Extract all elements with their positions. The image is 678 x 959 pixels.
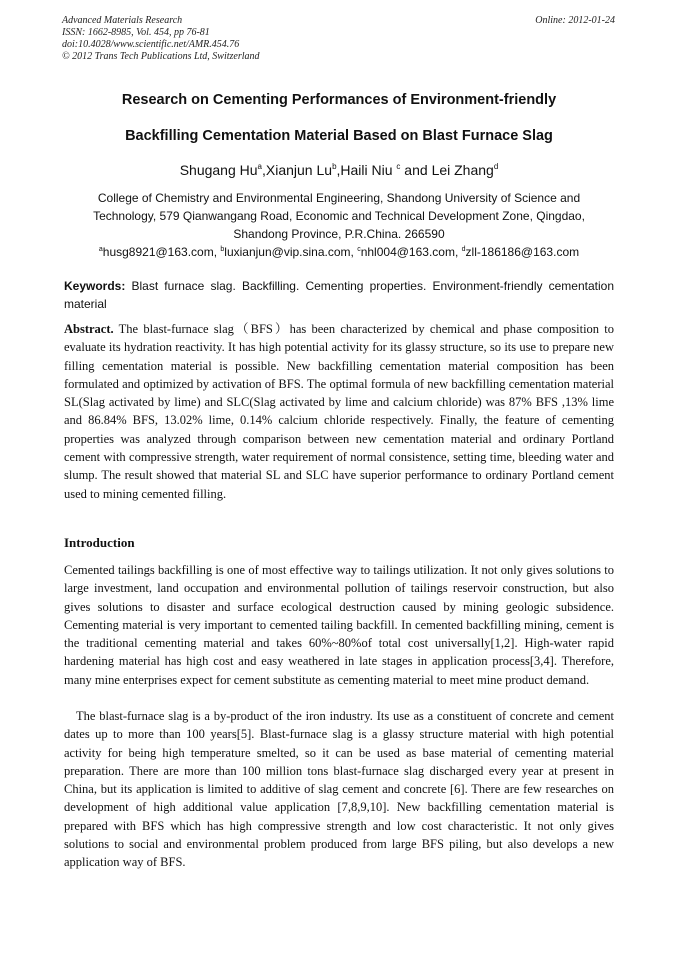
email-superscript: c <box>357 246 361 253</box>
affiliation-line-2: Technology, 579 Qianwangang Road, Economic and Technical Development Zone, Qingdao, <box>93 209 585 223</box>
email-superscript: a <box>98 246 103 253</box>
paper-title-line-2: Backfilling Cementation Material Based on Blast Furnace Slag <box>125 128 553 144</box>
online-date: Online: 2012-01-24 <box>535 15 615 26</box>
journal-name: Advanced Materials Research <box>62 15 183 26</box>
email-address: husg8921@163.com, <box>102 245 221 259</box>
author-separator: , <box>262 162 266 178</box>
issn-line: ISSN: 1662-8985, Vol. 454, pp 76-81 <box>62 27 210 38</box>
author-name: Xianjun Lu <box>265 162 333 178</box>
email-address: nhl004@163.com, <box>360 245 462 259</box>
author-superscript: a <box>257 162 262 171</box>
email-address: luxianjun@vip.sina.com, <box>224 245 358 259</box>
copyright-line: © 2012 Trans Tech Publications Ltd, Switzerland <box>62 51 260 62</box>
introduction-heading: Introduction <box>64 535 135 550</box>
email-address: zll-186186@163.com <box>465 245 580 259</box>
author-list <box>40 161 638 179</box>
publication-info <box>62 15 260 63</box>
author-name: Haili Niu <box>340 162 397 178</box>
abstract-block <box>64 320 614 503</box>
introduction-paragraph-1: Cemented tailings backfilling is one of most effective way to tailings utilization. It not only gives solutions to large investment, land occupation and environmental pollution of tailings reservoir construction, but also gives solutions to disaster and surface ecological destruction caused by mining geologic subsidence. Cementing material is very important to cemented tailing backfill. In cemented backfilling mining, cement is the traditional cementing material and takes 60%~80%of total cost universally[1,2]. High-water rapid hardening material has high cost and easy weathered in late stages in application process[3,4]. Therefore, many mine enterprises expect for cement substitute as cementing material to meet mine product demand. <box>64 563 614 687</box>
author-superscript: d <box>493 162 499 171</box>
author-separator: and <box>400 162 432 178</box>
abstract-label: Abstract. <box>64 322 114 336</box>
keywords-block <box>64 277 614 313</box>
introduction-paragraph-2: The blast-furnace slag is a by-product of the iron industry. Its use as a constituent of concrete and cement dates up to more than 100 years[5]. Blast-furnace slag is a glassy structure material with high potential activity for being high temperature smelted, so it can be used as base material of cementing material preparation. There are more than 100 million tons blast-furnace slag discharged every year at present in China, but its application is limited to additive of slag cement and concrete [6]. There are few researches on development of high additional value application [7,8,9,10]. New backfilling cementation material is prepared with BFS which has high compressive strength and low cost characteristic. It not only gives solutions to social and environmental problem produced from large BFS piling, but also develops a new application way of BFS. <box>64 709 614 870</box>
keywords-text: Blast furnace slag. Backfilling. Cementing properties. Environment-friendly cementation material <box>64 279 614 311</box>
affiliation-line-1: College of Chemistry and Environmental Engineering, Shandong University of Science and <box>97 191 581 205</box>
author-name: Lei Zhang <box>431 162 494 178</box>
email-superscript: d <box>461 246 466 253</box>
doi-line: doi:10.4028/www.scientific.net/AMR.454.76 <box>62 39 240 50</box>
affiliation-line-3: Shandong Province, P.R.China. 266590 <box>233 227 445 241</box>
author-separator: , <box>336 162 341 178</box>
affiliation-block <box>64 189 614 261</box>
paper-title-line-1: Research on Cementing Performances of Environment-friendly <box>121 92 557 108</box>
author-superscript: c <box>396 162 401 171</box>
abstract-text: The blast-furnace slag（BFS）has been characterized by chemical and phase composition to evaluate its hydration reactivity. It has high potential activity for its glassy structure, so its use to prepare new filling cementation material is possible. New backfilling cementation material composition has been formulated and optimized by activation of BFS. The optimal formula of new backfilling cementation material SL(Slag activated by lime) and SLC(Slag activated by lime and calcium chloride) was 87% BFS ,13% lime and 86.84% BFS, 13.02% lime, 0.14% calcium chloride respectively. Finally, the feature of cementing properties was analyzed through comparison between new cementation material and ordinary Portland cement with compressive strength, water requirement of normal consistence, setting time, bleeding water and slump. The result showed that material SL and SLC have superior performance to ordinary Portland cement used to mining cemented filling. <box>64 322 614 501</box>
author-superscript: b <box>332 162 337 171</box>
author-name: Shugang Hu <box>179 162 258 178</box>
keywords-label: Keywords: <box>64 279 126 293</box>
email-line <box>64 243 614 261</box>
email-superscript: b <box>220 246 225 253</box>
